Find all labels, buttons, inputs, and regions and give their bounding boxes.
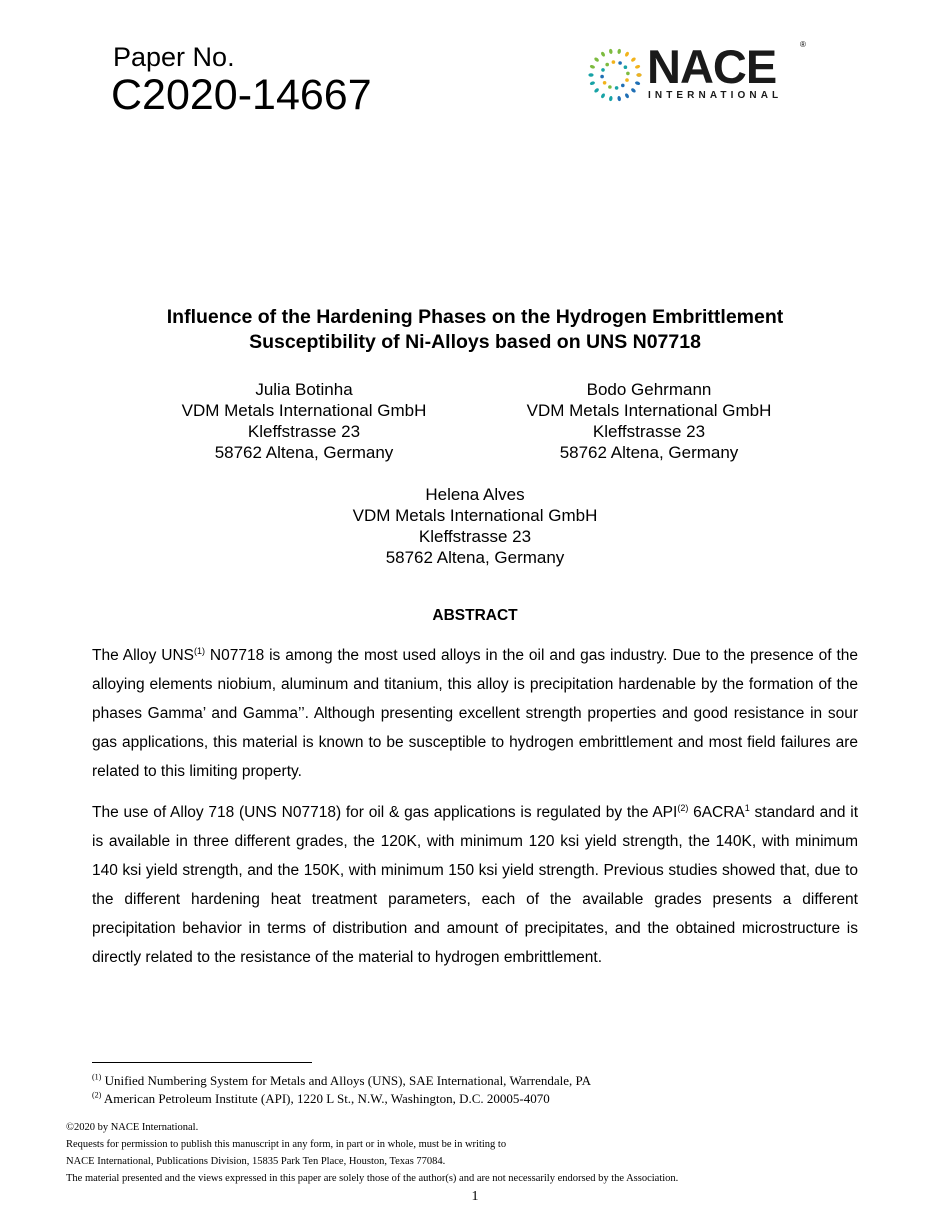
logo-dot [624, 51, 630, 57]
paper-number-label: Paper No. [113, 42, 235, 72]
logo-dot [588, 73, 593, 76]
abstract-heading: ABSTRACT [432, 607, 518, 624]
footnote [92, 1091, 550, 1107]
permission-line: Requests for permission to publish this manuscript in any form, in part or in whole, must be in writing to [66, 1139, 507, 1150]
text-run: The Alloy UNS [92, 647, 194, 664]
logo-dot [600, 93, 606, 99]
title-line-1: Influence of the Hardening Phases on the Hydrogen Embrittlement [166, 306, 784, 328]
logo-dot [635, 81, 641, 86]
logo-dot [635, 64, 641, 69]
author-org: VDM Metals International GmbH [526, 401, 772, 420]
logo-dot [600, 75, 604, 79]
logo-dot [624, 65, 628, 69]
text-run: 6ACRA [688, 804, 745, 821]
footnote [92, 1073, 591, 1089]
logo-dot [589, 64, 595, 69]
logo-dot [636, 73, 641, 76]
footnote-divider [92, 1062, 312, 1063]
text-run: The use of Alloy 718 (UNS N07718) for oil & gas applications is regulated by the API [92, 804, 678, 821]
copyright-line: ©2020 by NACE International. [66, 1122, 199, 1133]
logo-dot [618, 61, 622, 65]
nace-logo [585, 40, 815, 110]
publisher-address: NACE International, Publications Division, 15835 Park Ten Place, Houston, Texas 77084. [66, 1156, 446, 1167]
reference-ref: 1 [744, 802, 750, 813]
logo-dot [612, 60, 616, 64]
logo-subtitle: INTERNATIONAL [648, 90, 783, 101]
logo-dot [630, 87, 636, 93]
page-number: 1 [471, 1189, 479, 1204]
logo-dot [594, 57, 600, 63]
logo-dot [605, 63, 609, 67]
author-street: Kleffstrasse 23 [418, 527, 532, 546]
logo-registered-mark: ® [800, 40, 806, 49]
logo-dot [617, 96, 621, 102]
author-name: Bodo Gehrmann [586, 380, 712, 399]
footnote-text: American Petroleum Institute (API), 1220 L St., N.W., Washington, D.C. 20005-4070 [101, 1091, 550, 1106]
logo-dot [615, 86, 619, 90]
author-city: 58762 Altena, Germany [385, 548, 565, 567]
logo-wordmark: NACE [647, 40, 777, 93]
paper-title [0, 305, 950, 355]
logo-dot [589, 81, 595, 86]
author-street: Kleffstrasse 23 [592, 422, 706, 441]
author-block [469, 379, 829, 463]
logo-dot [617, 49, 621, 55]
text-run: N07718 is among the most used alloys in the oil and gas industry. Due to the presence of the alloying elements niobium, aluminum and titanium, this alloy is precipitation hardenable by the formation of the phases Gamma’ and Gamma’’. Although presenting excellent strength properties and good resistance in sour gas applications, this material is known to be susceptible to hydrogen embrittlement and most field failures are related to this limiting property. [92, 647, 859, 780]
logo-dot [630, 57, 636, 63]
logo-dot [625, 78, 629, 82]
nace-logo-mark-icon [585, 40, 645, 110]
author-block [124, 379, 484, 463]
author-org: VDM Metals International GmbH [181, 401, 427, 420]
footnote-ref: (2) [677, 802, 689, 813]
logo-dot [600, 51, 606, 57]
abstract-paragraph [92, 641, 858, 786]
author-block [295, 484, 655, 568]
abstract-paragraph [92, 798, 858, 972]
disclaimer-line: The material presented and the views expressed in this paper are solely those of the author(s) and are not necessarily endorsed by the Association. [66, 1173, 679, 1184]
logo-dot [609, 96, 613, 102]
title-line-2: Susceptibility of Ni-Alloys based on UNS N07718 [249, 331, 701, 353]
logo-dot [608, 85, 612, 89]
footnote-text: Unified Numbering System for Metals and Alloys (UNS), SAE International, Warrendale, PA [101, 1073, 591, 1088]
author-name: Helena Alves [425, 485, 525, 504]
logo-dot [626, 72, 630, 76]
paper-number: C2020-14667 [111, 71, 372, 119]
author-city: 58762 Altena, Germany [559, 443, 739, 462]
author-city: 58762 Altena, Germany [214, 443, 394, 462]
author-street: Kleffstrasse 23 [247, 422, 361, 441]
author-name: Julia Botinha [255, 380, 353, 399]
logo-dot [624, 93, 630, 99]
author-org: VDM Metals International GmbH [352, 506, 598, 525]
logo-dot [621, 84, 625, 88]
logo-dot [594, 87, 600, 93]
text-run: standard and it is available in three different grades, the 120K, with minimum 120 ksi yield strength, the 140K, with minimum 140 ksi yield strength, and the 150K, with minimum 150 ksi yield strength. Previous studies showed that, due to the different hardening heat treatment parameters, each of the available grades presents a different precipitation behavior in terms of distribution and amount of precipitates, and the obtained microstructure is directly related to the resistance of the material to hydrogen embrittlement. [92, 804, 858, 966]
logo-dot [609, 49, 613, 55]
logo-dot [603, 81, 607, 85]
logo-dot [601, 68, 605, 72]
footnote-mark: (1) [92, 1072, 102, 1082]
footnote-mark: (2) [92, 1090, 102, 1100]
footnote-ref: (1) [194, 645, 205, 656]
